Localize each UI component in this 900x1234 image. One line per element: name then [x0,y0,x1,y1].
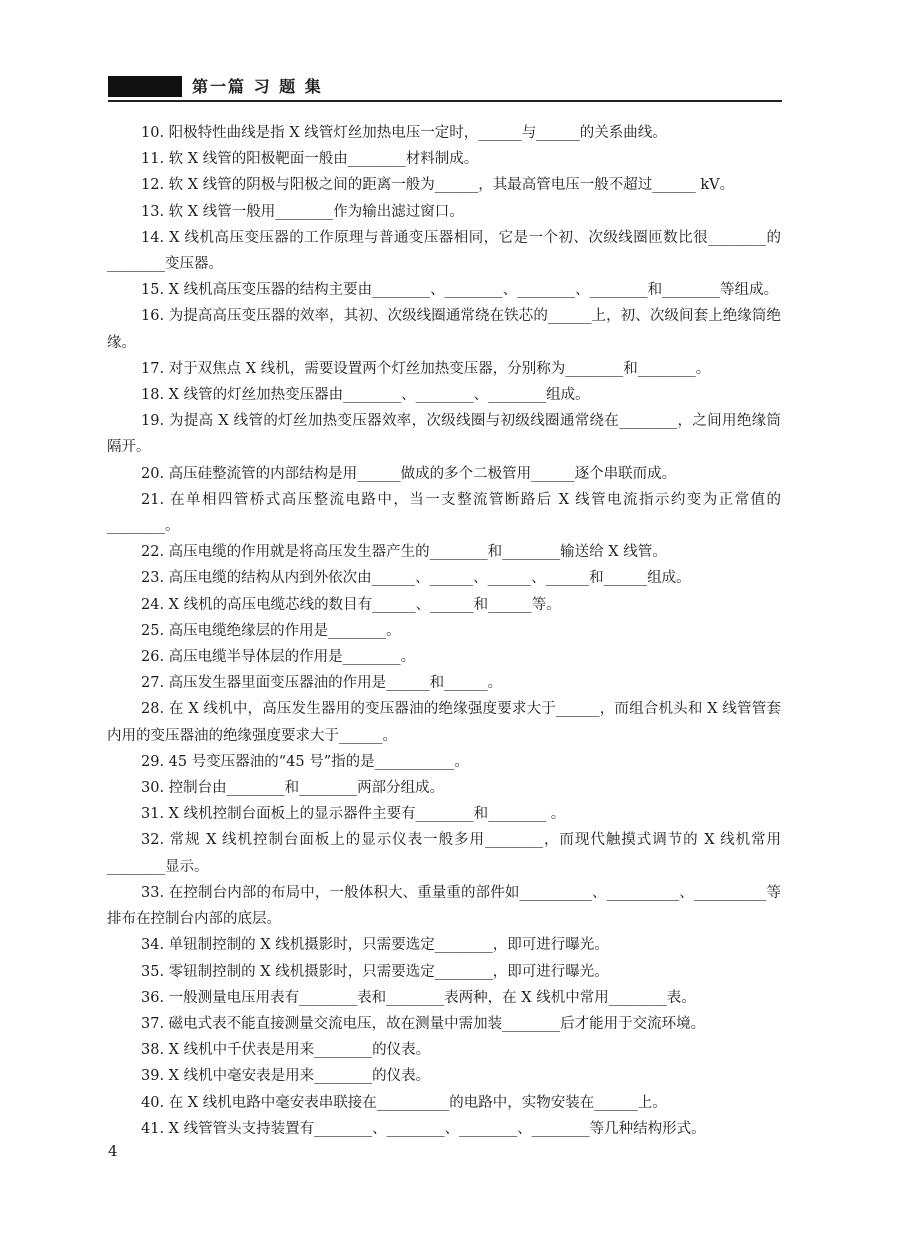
question-item: 35. 零钮制控制的 X 线机摄影时，只需要选定________，即可进行曝光。 [141,963,609,980]
question-item: 36. 一般测量电压用表有________表和________表两种，在 X 线机中常用________表。 [141,989,696,1006]
question-item: 37. 磁电式表不能直接测量交流电压，故在测量中需加装________后才能用于交流环境。 [141,1015,706,1032]
question-item: 25. 高压电缆绝缘层的作用是________。 [141,622,401,639]
header-divider [108,100,782,102]
question-item: 17. 对于双焦点 X 线机，需要设置两个灯丝加热变压器，分别称为________和________。 [141,360,711,377]
question-item: 24. X 线机的高压电缆芯线的数目有______、______和______等。 [141,596,561,613]
question-item: 32. 常规 X 线机控制台面板上的显示仪表一般多用________，而现代触摸式调节的 X 线机常用________显示。 [107,832,781,875]
question-item: 31. X 线机控制台面板上的显示器件主要有________和________ 。 [141,806,566,823]
question-item: 29. 45 号变压器油的“45 号”指的是___________。 [141,753,469,770]
question-item: 10. 阳极特性曲线是指 X 线管灯丝加热电压一定时，______与______的关系曲线。 [141,125,667,141]
question-item: 23. 高压电缆的结构从内到外依次由______、______、______、______和______组成。 [141,570,691,587]
question-item: 38. X 线机中千伏表是用来________的仪表。 [141,1042,431,1059]
question-item: 15. X 线机高压变压器的结构主要由________、________、________、________和________等组成。 [141,282,779,299]
question-item: 18. X 线管的灯丝加热变压器由________、________、________组成。 [141,387,590,404]
page-number: 4 [108,1142,118,1160]
question-item: 16. 为提高高压变压器的效率，其初、次级线圈通常绕在铁芯的______上，初、次级间套上绝缘筒绝缘。 [107,308,781,351]
question-item: 21. 在单相四管桥式高压整流电路中，当一支整流管断路后 X 线管电流指示约变为正常值的________。 [107,491,781,535]
question-item: 34. 单钮制控制的 X 线机摄影时，只需要选定________，即可进行曝光。 [141,937,609,954]
question-item: 27. 高压发生器里面变压器油的作用是______和______。 [141,675,503,692]
question-item: 12. 软 X 线管的阴极与阳极之间的距离一般为______，其最高管电压一般不超过______ kV。 [141,177,735,194]
question-item: 13. 软 X 线管一般用________作为输出滤过窗口。 [141,203,464,220]
question-item: 26. 高压电缆半导体层的作用是________。 [141,649,416,666]
question-item: 19. 为提高 X 线管的灯丝加热变压器效率，次级线圈与初级线圈通常绕在________，之间用绝缘筒隔开。 [107,413,781,456]
header-bar [108,76,182,97]
question-item: 28. 在 X 线机中，高压发生器用的变压器油的绝缘强度要求大于______，而组合机头和 X 线管管套内用的变压器油的绝缘强度要求大于______。 [107,701,781,744]
question-item: 41. X 线管管头支持装置有________、________、________、________等几种结构形式。 [141,1120,706,1137]
question-item: 30. 控制台由________和________两部分组成。 [141,780,445,797]
question-item: 40. 在 X 线机电路中毫安表串联接在__________的电路中，实物安装在______上。 [141,1094,667,1111]
question-item: 20. 高压硅整流管的内部结构是用______做成的多个二极管用______逐个串联而成。 [141,465,677,482]
section-title: 第一篇 习 题 集 [192,77,323,96]
question-item: 14. X 线机高压变压器的工作原理与普通变压器相同，它是一个初、次级线圈匝数比很________的________变压器。 [107,229,781,273]
question-item: 22. 高压电缆的作用就是将高压发生器产生的________和________输送给 X 线管。 [141,544,667,561]
question-list [107,120,781,1142]
question-item: 33. 在控制台内部的布局中，一般体积大、重量重的部件如__________、__________、__________等排布在控制台内部的底层。 [107,884,781,928]
question-item: 11. 软 X 线管的阳极靶面一般由________材料制成。 [141,151,479,168]
question-item: 39. X 线机中毫安表是用来________的仪表。 [141,1068,431,1085]
